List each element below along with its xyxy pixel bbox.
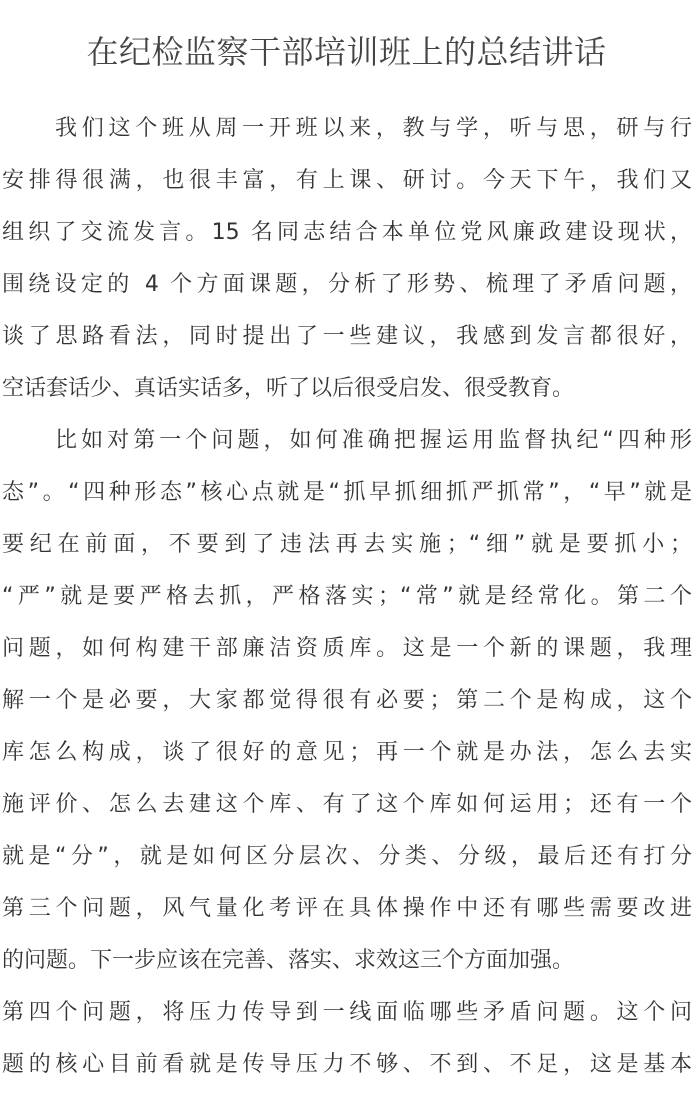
page-title: 在纪检监察干部培训班上的总结讲话 xyxy=(86,33,607,71)
text-line: “严”就是要严格去抓，严格落实；“常”就是经常化。第二个 xyxy=(2,584,692,609)
text-line: 问题，如何构建干部廉洁资质库。这是一个新的课题，我理 xyxy=(2,636,692,661)
text-line: 施评价、怎么去建这个库、有了这个库如何运用；还有一个 xyxy=(2,792,692,817)
text-line: 比如对第一个问题，如何准确把握运用监督执纪“四种形 xyxy=(55,428,692,453)
text-line: 态”。“四种形态”核心点就是“抓早抓细抓严抓常”，“早”就是 xyxy=(2,480,692,505)
text-line: 解一个是必要，大家都觉得很有必要；第二个是构成，这个 xyxy=(2,688,692,713)
text-line: 就是“分”，就是如何区分层次、分类、分级，最后还有打分 xyxy=(2,844,692,869)
text-line: 围绕设定的 4 个方面课题，分析了形势、梳理了矛盾问题， xyxy=(2,272,692,297)
text-line: 第四个问题，将压力传导到一线面临哪些矛盾问题。这个问 xyxy=(2,1000,692,1025)
text-line: 第三个问题，风气量化考评在具体操作中还有哪些需要改进 xyxy=(2,896,692,921)
text-line: 库怎么构成，谈了很好的意见；再一个就是办法，怎么去实 xyxy=(2,740,692,765)
text-line: 安排得很满，也很丰富，有上课、研讨。今天下午，我们又 xyxy=(2,168,692,193)
text-line: 我们这个班从周一开班以来，教与学，听与思，研与行 xyxy=(55,116,692,141)
text-line: 谈了思路看法，同时提出了一些建议，我感到发言都很好， xyxy=(2,324,692,349)
text-line: 的问题。下一步应该在完善、落实、求效这三个方面加强。 xyxy=(2,948,575,973)
text-line: 空话套话少、真话实话多，听了以后很受启发、很受教育。 xyxy=(2,376,575,401)
text-line: 题的核心目前看就是传导压力不够、不到、不足，这是基本 xyxy=(2,1052,692,1077)
article-body xyxy=(2,103,692,1091)
text-line: 要纪在前面，不要到了违法再去实施；“细”就是要抓小； xyxy=(2,532,692,557)
text-line: 组织了交流发言。15 名同志结合本单位党风廉政建设现状， xyxy=(2,220,692,245)
